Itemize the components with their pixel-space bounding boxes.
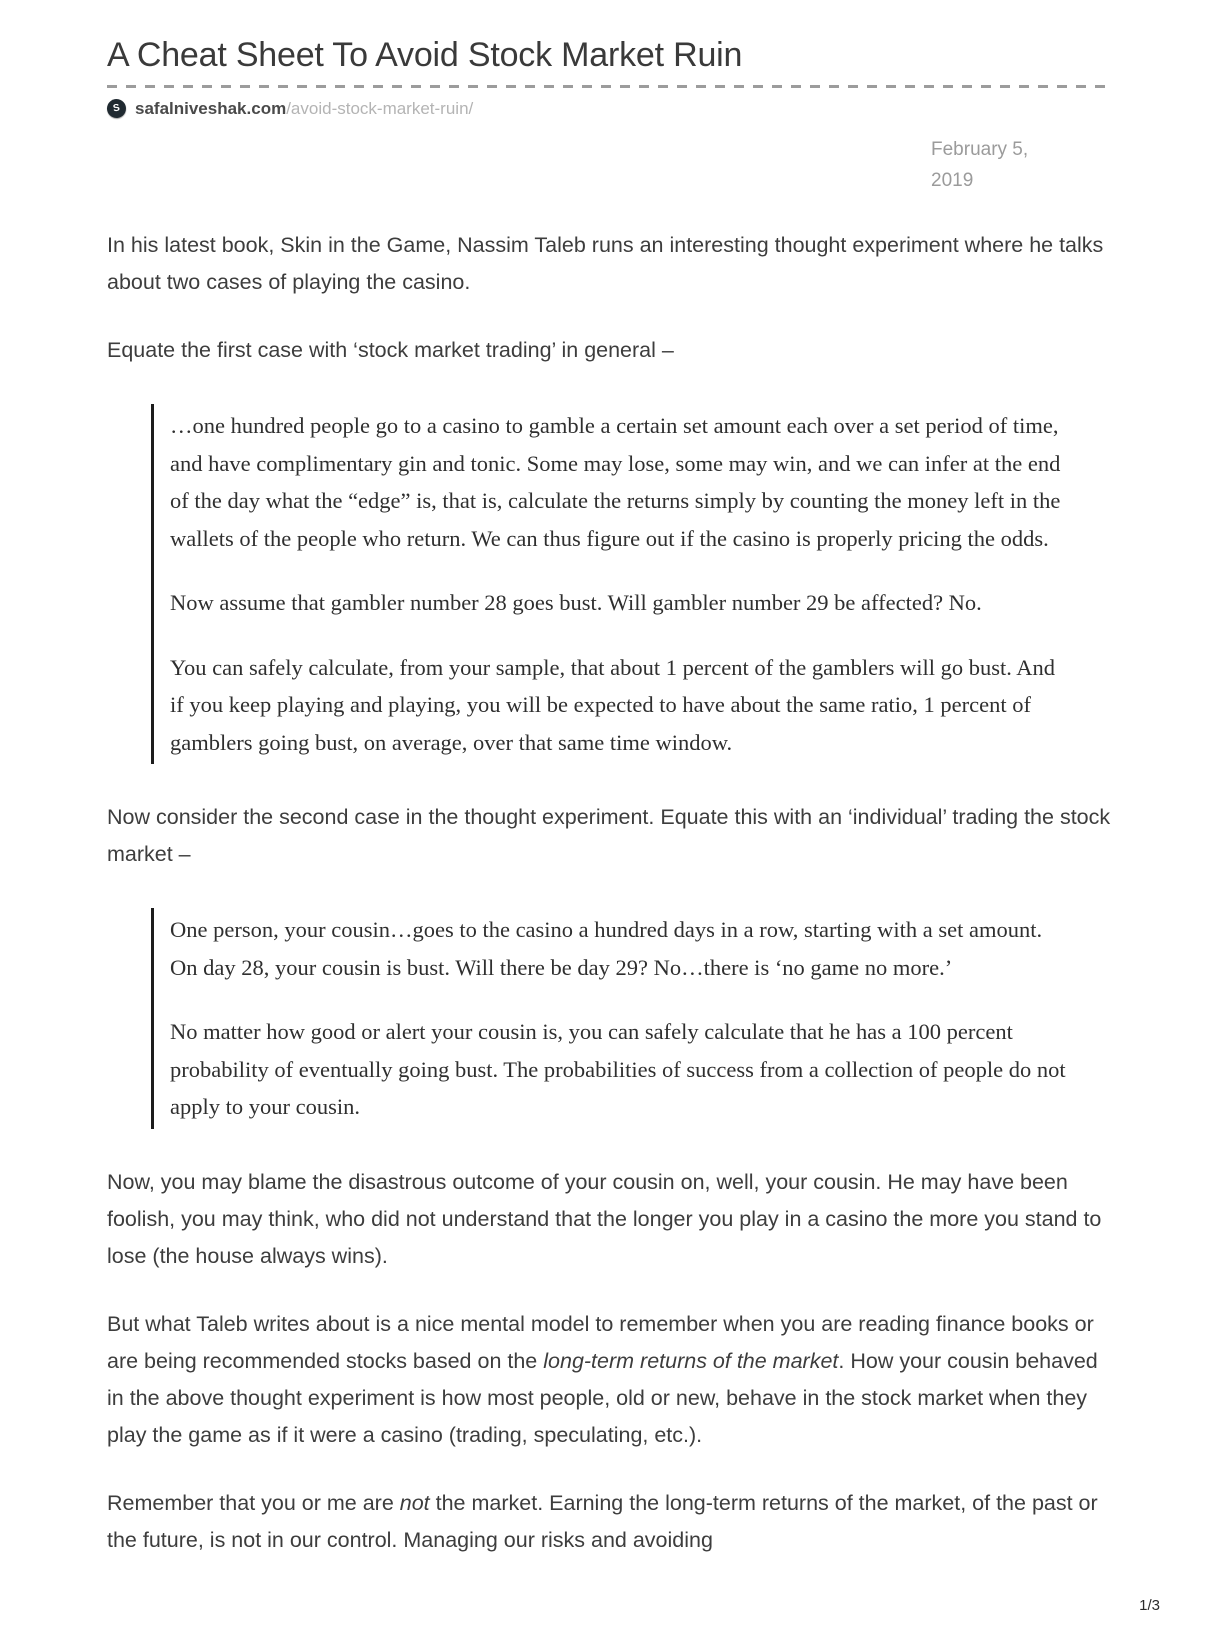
article-paragraph: In his latest book, Skin in the Game, Nassim Taleb runs an interesting thought experiment where he talks about two cases of playing the casino. — [107, 233, 1104, 294]
blockquote — [151, 908, 1071, 1129]
source-domain: safalniveshak.com — [135, 99, 287, 118]
article-paragraph: Now consider the second case in the thought experiment. Equate this with an ‘individual’ trading the stock market – — [107, 805, 1111, 866]
page-indicator: 1/3 — [1139, 1597, 1160, 1614]
quote-paragraph: One person, your cousin…goes to the casino a hundred days in a row, starting with a set amount. On day 28, your cousin is bust. Will there be day 29? No…there is ‘no game no more.’ — [170, 917, 1043, 980]
article-paragraph: Now, you may blame the disastrous outcome of your cousin on, well, your cousin. He may have been foolish, you may think, who did not understand that the longer you play in a casino the more you stand to lose (the house always wins). — [107, 1169, 1102, 1268]
quote-paragraph: No matter how good or alert your cousin is, you can safely calculate that he has a 100 percent probability of eventually going bust. The probabilities of success from a collection of people do not apply to your cousin. — [170, 1019, 1066, 1119]
date-row — [107, 118, 1113, 196]
site-favicon-icon: S — [105, 97, 127, 119]
quote-paragraph: Now assume that gambler number 28 goes bust. Will gambler number 29 be affected? No. — [170, 590, 982, 615]
article-paragraph: But what Taleb writes about is a nice mental model to remember when you are reading finance books or are being recommended stocks based on the long-term returns of the market. How your cousin behaved in the above thought experiment is how most people, old or new, behave in the stock market when they play the game as if it were a casino (trading, speculating, etc.). — [107, 1311, 1098, 1447]
blockquote — [151, 404, 1071, 764]
source-path: /avoid-stock-market-ruin/ — [286, 99, 474, 118]
article-date: February 5, 2019 — [931, 139, 1029, 191]
dashed-divider — [107, 85, 1113, 88]
source-url[interactable] — [107, 99, 1113, 118]
quote-paragraph: You can safely calculate, from your sample, that about 1 percent of the gamblers will go bust. And if you keep playing and playing, you will be expected to have about the same ratio, 1 percent of gamblers going bust, on average, over that same time window. — [170, 654, 1055, 755]
article-paragraph: Equate the first case with ‘stock market trading’ in general – — [107, 338, 674, 362]
quote-paragraph: …one hundred people go to a casino to gamble a certain set amount each over a set period of time, and have complimentary gin and tonic. Some may lose, some may win, and we can infer at the end of the day what the “edge” is, that is, calculate the returns simply by counting the money left in the wallets of the people who return. We can thus figure out if the casino is properly pricing the odds. — [170, 413, 1061, 551]
article-paragraph: Remember that you or me are not the market. Earning the long-term returns of the market, of the past or the future, is not in our control. Managing our risks and avoiding — [107, 1490, 1098, 1552]
page-title: A Cheat Sheet To Avoid Stock Market Ruin — [107, 36, 743, 74]
